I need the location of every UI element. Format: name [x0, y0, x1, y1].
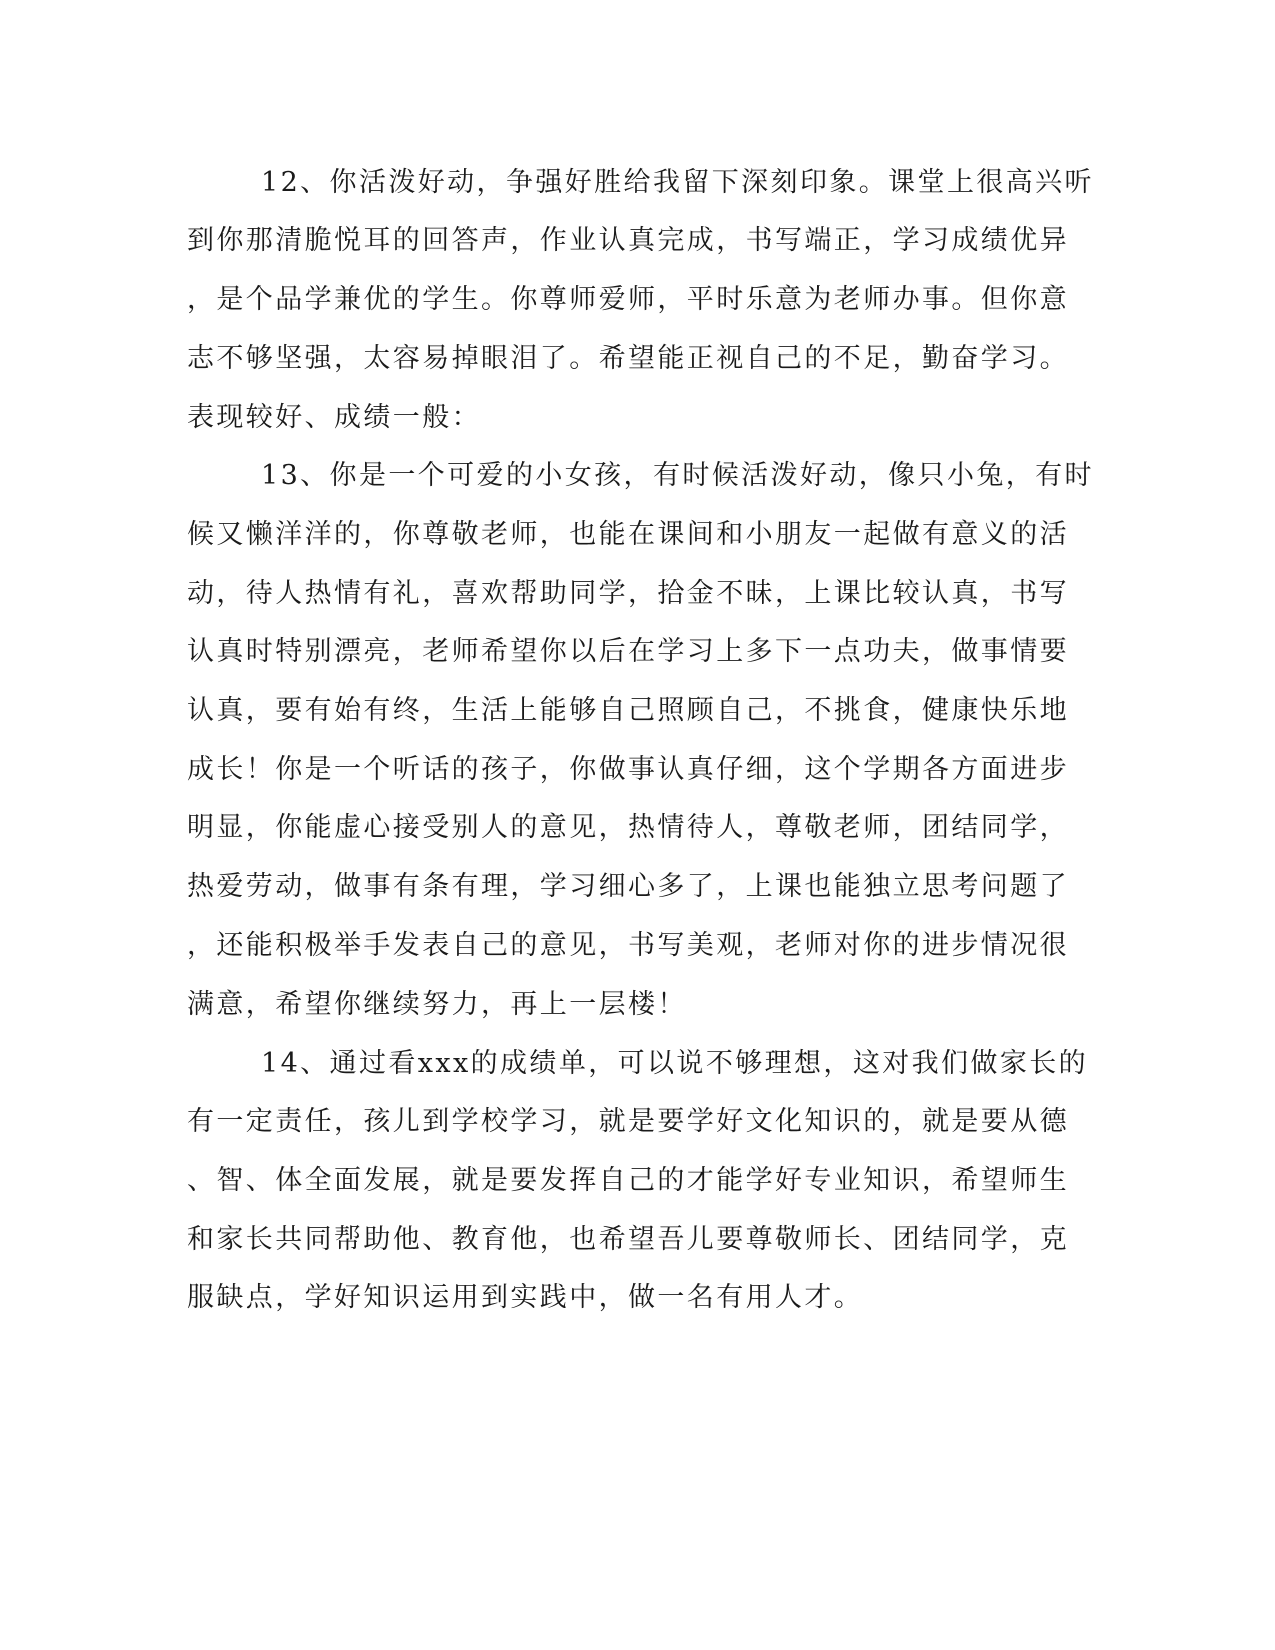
paragraph-12-line-1: 12、你活泼好动，争强好胜给我留下深刻印象。课堂上很高兴听 [261, 167, 1094, 198]
paragraph-14-line-4: 和家长共同帮助他、教育他，也希望吾儿要尊敬师长、团结同学，克 [187, 1224, 1069, 1255]
paragraph-13-line-8: 热爱劳动，做事有条有理，学习细心多了，上课也能独立思考问题了 [187, 871, 1069, 902]
section-heading: 表现较好、成绩一般： [187, 402, 481, 433]
paragraph-13-line-10: 满意，希望你继续努力，再上一层楼！ [187, 989, 687, 1020]
paragraph-14-line-1: 14、通过看xxx的成绩单，可以说不够理想，这对我们做家长的 [261, 1048, 1089, 1079]
paragraph-14-line-2: 有一定责任，孩儿到学校学习，就是要学好文化知识的，就是要从德 [187, 1106, 1069, 1137]
paragraph-13-line-7: 明显，你能虚心接受别人的意见，热情待人，尊敬老师，团结同学， [187, 812, 1069, 843]
paragraph-13-line-5: 认真，要有始有终，生活上能够自己照顾自己，不挑食，健康快乐地 [187, 695, 1069, 726]
paragraph-14-line-3: 、智、体全面发展，就是要发挥自己的才能学好专业知识，希望师生 [187, 1165, 1069, 1196]
paragraph-13-line-6: 成长！你是一个听话的孩子，你做事认真仔细，这个学期各方面进步 [187, 754, 1069, 785]
paragraph-13-line-2: 候又懒洋洋的，你尊敬老师，也能在课间和小朋友一起做有意义的活 [187, 519, 1069, 550]
paragraph-12-line-4: 志不够坚强，太容易掉眼泪了。希望能正视自己的不足，勤奋学习。 [187, 343, 1069, 374]
paragraph-12-line-2: 到你那清脆悦耳的回答声，作业认真完成，书写端正，学习成绩优异 [187, 225, 1069, 256]
paragraph-13-line-1: 13、你是一个可爱的小女孩，有时候活泼好动，像只小兔，有时 [261, 460, 1094, 491]
paragraph-13-line-4: 认真时特别漂亮，老师希望你以后在学习上多下一点功夫，做事情要 [187, 636, 1069, 667]
paragraph-13-line-3: 动，待人热情有礼，喜欢帮助同学，拾金不昧，上课比较认真，书写 [187, 578, 1069, 609]
paragraph-14-line-5: 服缺点，学好知识运用到实践中，做一名有用人才。 [187, 1282, 864, 1313]
paragraph-13-line-9: ，还能积极举手发表自己的意见，书写美观，老师对你的进步情况很 [187, 930, 1069, 961]
paragraph-12-line-3: ，是个品学兼优的学生。你尊师爱师，平时乐意为老师办事。但你意 [187, 284, 1069, 315]
